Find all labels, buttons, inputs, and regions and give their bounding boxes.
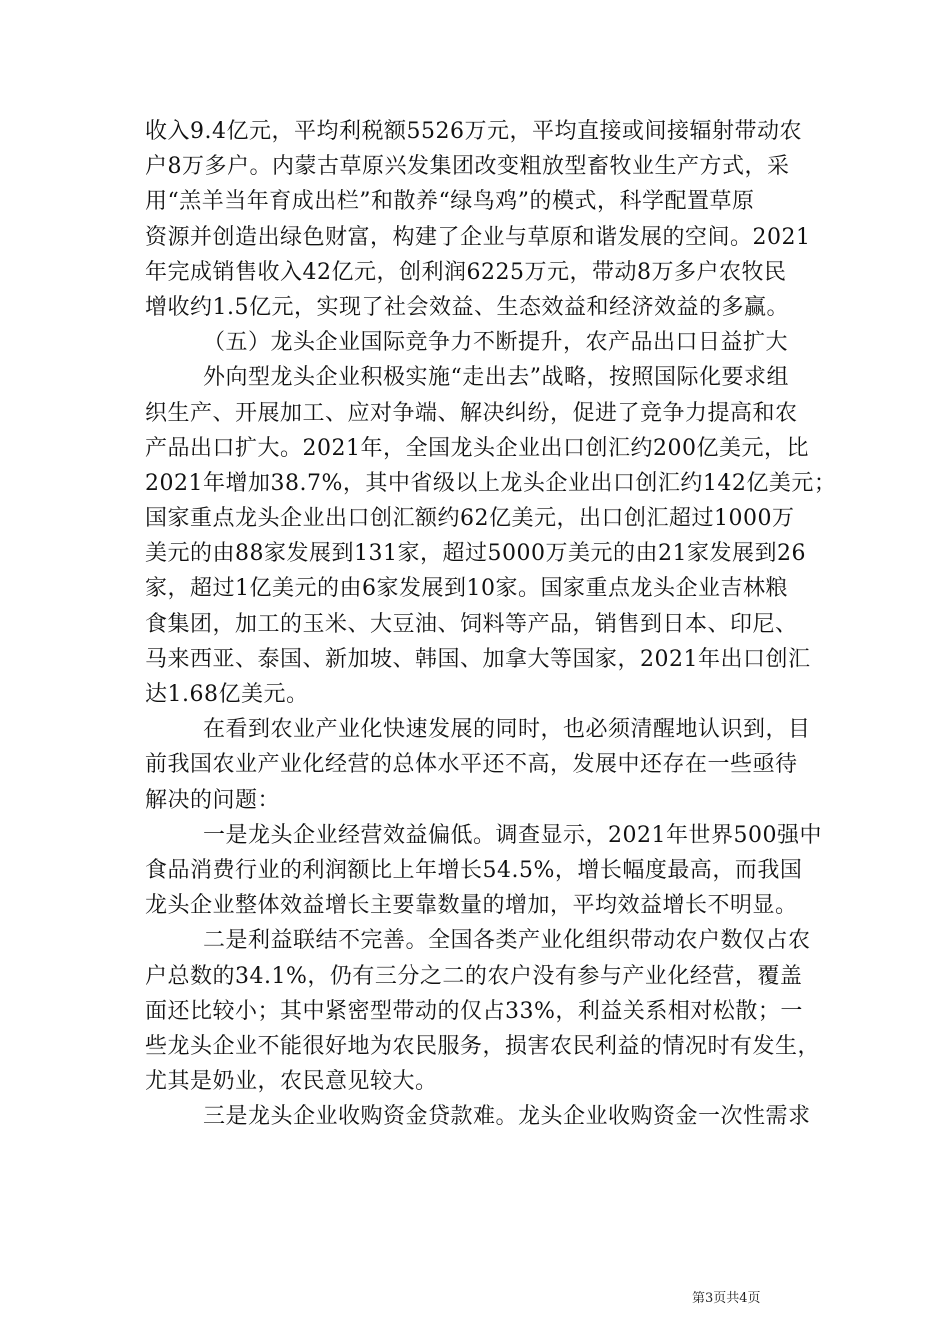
text-line: 二是利益联结不完善。全国各类产业化组织带动农户数仅占农 [203, 928, 811, 954]
text-line: 食品消费行业的利润额比上年增长54.5%，增长幅度最高，而我国 [145, 857, 803, 883]
text-line: 美元的由88家发展到131家，超过5000万美元的由21家发展到26 [145, 541, 806, 567]
text-line: 尤其是奶业，农民意见较大。 [145, 1069, 438, 1095]
text-line: 家，超过1亿美元的由6家发展到10家。国家重点龙头企业吉林粮 [145, 576, 788, 602]
text-line: 一是龙头企业经营效益偏低。调查显示，2021年世界500强中 [203, 822, 822, 848]
text-line: 面还比较小；其中紧密型带动的仅占33%，利益关系相对松散；一 [145, 998, 803, 1024]
text-line: 用“羔羊当年育成出栏”和散养“绿鸟鸡”的模式，科学配置草原 [145, 189, 755, 215]
text-line: 资源并创造出绿色财富，构建了企业与草原和谐发展的空间。2021 [145, 224, 811, 250]
text-line: 解决的问题： [145, 787, 281, 813]
text-line: 外向型龙头企业积极实施“走出去”战略，按照国际化要求组 [203, 365, 789, 391]
text-line: 增收约1.5亿元，实现了社会效益、生态效益和经济效益的多赢。 [145, 294, 789, 320]
text-line: 国家重点龙头企业出口创汇额约62亿美元，出口创汇超过1000万 [145, 506, 795, 532]
text-line: 织生产、开展加工、应对争端、解决纠纷，促进了竞争力提高和农 [145, 400, 798, 426]
text-line: 收入9.4亿元，平均利税额5526万元，平均直接或间接辐射带动农 [145, 119, 802, 144]
text-line: 达1.68亿美元。 [145, 682, 309, 707]
text-line: 前我国农业产业化经营的总体水平还不高，发展中还存在一些亟待 [145, 752, 798, 778]
text-line: 产品出口扩大。2021年，全国龙头企业出口创汇约200亿美元，比 [145, 435, 809, 461]
text-line: 食集团，加工的玉米、大豆油、饲料等产品，销售到日本、印尼、 [145, 611, 798, 637]
text-line: 2021年增加38.7%，其中省级以上龙头企业出口创汇约142亿美元； [145, 470, 837, 496]
text-line: 在看到农业产业化快速发展的同时，也必须清醒地认识到，目 [203, 717, 811, 743]
text-line: 户总数的34.1%，仍有三分之二的农户没有参与产业化经营，覆盖 [145, 963, 803, 989]
page-number-footer: 第3页共4页 [692, 1291, 761, 1306]
text-line: （五）龙头企业国际竞争力不断提升，农产品出口日益扩大 [203, 330, 789, 356]
text-line: 龙头企业整体效益增长主要靠数量的增加，平均效益增长不明显。 [145, 893, 798, 919]
text-line: 马来西亚、泰国、新加坡、韩国、加拿大等国家，2021年出口创汇 [145, 646, 811, 672]
text-line: 户8万多户。内蒙古草原兴发集团改变粗放型畜牧业生产方式，采 [145, 154, 790, 180]
text-line: 些龙头企业不能很好地为农民服务，损害农民利益的情况时有发生， [145, 1033, 821, 1059]
document-body [145, 114, 837, 1134]
text-line: 三是龙头企业收购资金贷款难。龙头企业收购资金一次性需求 [203, 1104, 811, 1130]
text-line: 年完成销售收入42亿元，创利润6225万元，带动8万多户农牧民 [145, 259, 787, 285]
